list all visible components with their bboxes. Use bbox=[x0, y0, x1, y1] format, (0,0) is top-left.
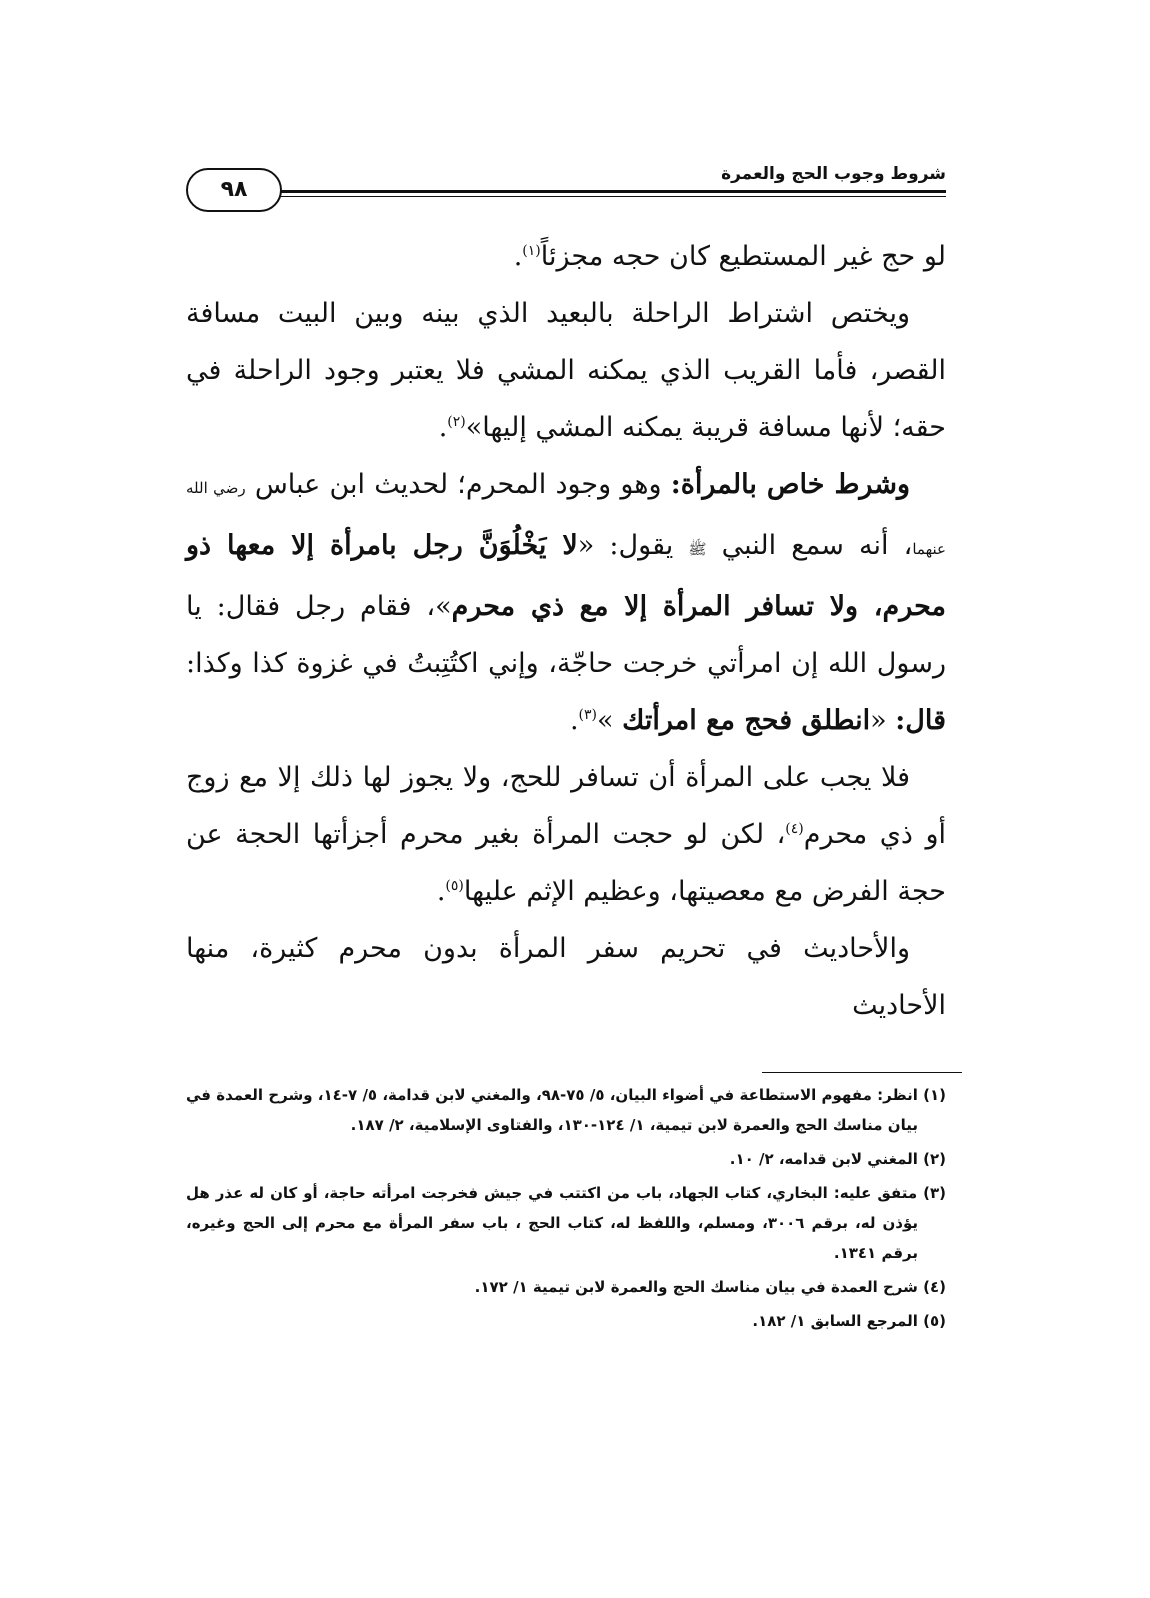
paragraph-5: والأحاديث في تحريم سفر المرأة بدون محرم كثيرة، منها الأحاديث bbox=[186, 933, 946, 1021]
header-rule-thin bbox=[216, 196, 946, 197]
honorific-salallahu: ﷺ bbox=[688, 540, 707, 558]
honorific-radiallahu: رضي الله عنهما bbox=[186, 479, 946, 558]
footnote-2: (٢) المغني لابن قدامه، ٢/ ١٠. bbox=[729, 1150, 946, 1168]
footnotes bbox=[186, 1080, 946, 1340]
footnote-separator bbox=[762, 1072, 962, 1073]
footnote-ref-5: (٥) bbox=[445, 878, 464, 894]
paragraph-4: فلا يجب على المرأة أن تسافر للحج، ولا يجوز لها ذلك إلا مع زوج أو ذي محرم$^{(٤)}$، لكن لو حجت المرأة بغير محرم أجزأتها الحجة عن حجة الفرض مع معصيتها، وعظيم الإثم عليها$^{(٥)}$. bbox=[186, 762, 946, 907]
running-header bbox=[186, 160, 946, 210]
page-number-badge: ٩٨ bbox=[186, 168, 282, 212]
header-rule-thick bbox=[216, 190, 946, 193]
paragraph-1: لو حج غير المستطيع كان حجه مجزئاً$^{(١)}$. bbox=[513, 241, 946, 272]
footnote-1: (١) انظر: مفهوم الاستطاعة في أضواء البيان، ٥/ ٧٥-٩٨، والمغني لابن قدامة، ٥/ ٧-١٤، وشرح العمدة في بيان مناسك الحج والعمرة لابن تيمية، ١/ ١٢٤-١٣٠، والفتاوى الإسلامية، ٢/ ١٨٧. bbox=[186, 1086, 946, 1134]
hadith-text-1: لا يَخْلُوَنَّ رجل بامرأة إلا معها ذو محرم، ولا تسافر المرأة إلا مع ذي محرم bbox=[186, 530, 946, 622]
section-lead: وشرط خاص بالمرأة: bbox=[670, 469, 910, 500]
footnote-ref-4: (٤) bbox=[785, 821, 804, 837]
footnote-5: (٥) المرجع السابق ١/ ١٨٢. bbox=[752, 1312, 946, 1330]
paragraph-3: وشرط خاص بالمرأة: وهو وجود المحرم؛ لحديث ابن عباس رضي الله عنهما، أنه سمع النبي ﷺ يقول: «لا يَخْلُوَنَّ رجل بامرأة إلا معها ذو محرم، ولا تسافر المرأة إلا مع ذي محرم»، فقام رجل فقال: يا رسول الله إن امرأتي خرجت حاجّة، وإني اكتُتِبتُ في غزوة كذا وكذا: قال: «انطلق فحج مع امرأتك »$^{(٣)}$. bbox=[186, 469, 946, 736]
main-text bbox=[186, 228, 946, 1034]
footnote-3: (٣) متفق عليه: البخاري، كتاب الجهاد، باب من اكتتب في جيش فخرجت امرأته حاجة، أو كان له عذر هل يؤذن له، برقم ٣٠٠٦، ومسلم، واللفظ له، كتاب الحج ، باب سفر المرأة مع محرم إلى الحج وغيره، برقم ١٣٤١. bbox=[186, 1184, 946, 1262]
footnote-ref-3: (٣) bbox=[578, 707, 597, 723]
footnote-ref-1: (١) bbox=[522, 243, 541, 259]
hadith-text-2: انطلق فحج مع امرأتك bbox=[622, 705, 871, 736]
header-title: شروط وجوب الحج والعمرة bbox=[721, 164, 946, 184]
footnote-ref-2: (٢) bbox=[447, 414, 466, 430]
footnote-4: (٤) شرح العمدة في بيان مناسك الحج والعمرة لابن تيمية ١/ ١٧٢. bbox=[474, 1278, 946, 1296]
paragraph-2: ويختص اشتراط الراحلة بالبعيد الذي بينه وبين البيت مسافة القصر، فأما القريب الذي يمكنه المشي فلا يعتبر وجود الراحلة في حقه؛ لأنها مسافة قريبة يمكنه المشي إليها»$^{(٢)}$. bbox=[186, 298, 946, 443]
